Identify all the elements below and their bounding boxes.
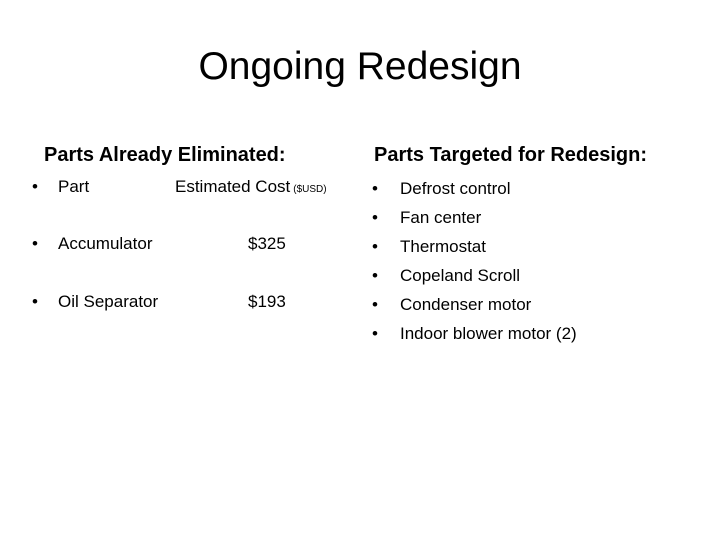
cost-header-text: Estimated Cost: [175, 177, 291, 196]
targeted-part: Condenser motor: [400, 295, 532, 314]
cost-unit: ($USD): [293, 184, 327, 195]
part-name: Accumulator: [58, 234, 153, 253]
eliminated-heading: Parts Already Eliminated:: [44, 144, 286, 166]
bullet: •: [372, 237, 378, 256]
bullet: •: [372, 324, 378, 343]
bullet: •: [372, 266, 378, 285]
bullet: •: [372, 208, 378, 227]
targeted-part: Fan center: [400, 208, 482, 227]
bullet: •: [32, 292, 38, 311]
targeted-heading: Parts Targeted for Redesign:: [374, 144, 648, 166]
bullet: •: [372, 179, 378, 198]
bullet: •: [32, 177, 38, 196]
part-column-header: Part: [58, 177, 90, 196]
eliminated-row: [0, 289, 360, 315]
targeted-part: Thermostat: [400, 237, 486, 256]
targeted-part: Defrost control: [400, 179, 511, 198]
eliminated-row: [0, 231, 360, 257]
part-name: Oil Separator: [58, 292, 159, 311]
cost-column-header: [175, 174, 327, 203]
targeted-part: Indoor blower motor (2): [400, 324, 577, 343]
slide-title: Ongoing Redesign: [198, 45, 522, 88]
part-cost: $193: [248, 292, 286, 311]
bullet: •: [32, 234, 38, 253]
bullet: •: [372, 295, 378, 314]
targeted-part: Copeland Scroll: [400, 266, 521, 285]
eliminated-header-row: [0, 174, 360, 200]
part-cost: $325: [248, 234, 286, 253]
